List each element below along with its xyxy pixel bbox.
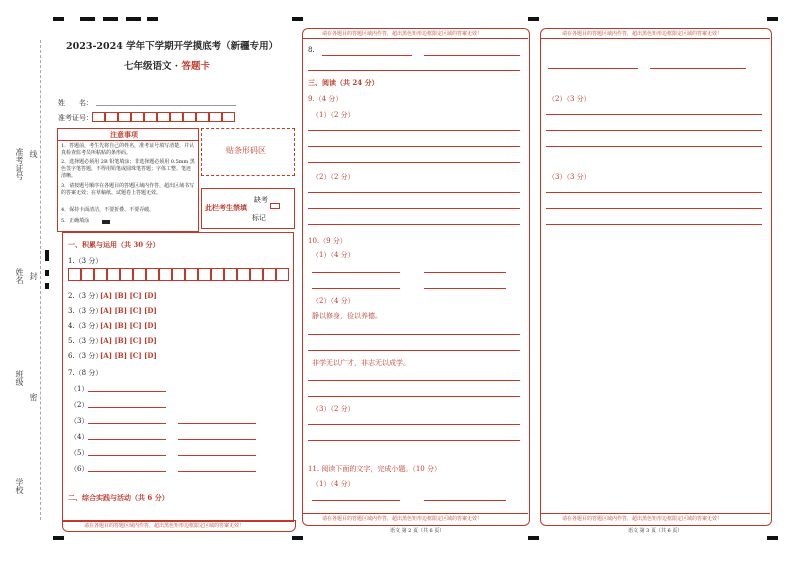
absent-label: 此栏考生禁填 [205,203,247,212]
q1-label: 1.（3 分） [68,257,103,265]
q8-label: 8. [308,46,315,54]
id-cell[interactable] [144,112,157,122]
q7-sub: （2） [70,401,89,409]
register-mark [528,536,539,540]
warning-text: 请在各题目的答题区域内作答，超出黑色矩形边框限定区域的答案无效！ [322,516,483,522]
register-mark [126,17,141,21]
answer-line[interactable] [308,208,520,209]
name-field[interactable] [96,105,236,106]
register-mark [767,17,778,21]
warning-text: 请在各题目的答题区域内作答，超出黑色矩形边框限定区域的答案无效！ [562,516,723,522]
grid-cell[interactable] [81,268,94,281]
register-mark [45,250,49,261]
id-cell[interactable] [118,112,131,122]
side-class: 班级 [15,370,24,386]
side-line: 线 [29,150,38,158]
notes-title-divider [58,140,198,141]
warning-text: 请在各题目的答题区域内作答，超出黑色矩形边框限定区域的答案无效！ [84,523,245,529]
col3-q3-label: （3）（3 分） [548,173,591,181]
choice-question: 4.（3 分） [68,322,103,330]
register-mark [80,17,95,21]
answer-line[interactable] [88,471,166,472]
answer-line[interactable] [178,423,256,424]
grid-cell[interactable] [211,268,224,281]
grid-cell[interactable] [263,268,276,281]
answer-line[interactable] [650,68,746,69]
grid-cell[interactable] [185,268,198,281]
q9-2-label: （2）（2 分） [312,173,355,181]
q11-label: 11. 阅读下面的文字，完成小题。（10 分） [308,465,441,473]
answer-line[interactable] [548,68,638,69]
choice-options[interactable]: [A] [B] [C] [D] [100,321,157,330]
note-item: 5．正确填涂 [61,218,90,224]
grid-cell[interactable] [159,268,172,281]
q7-sub: （4） [70,433,89,441]
warning-text: 请在各题目的答题区域内作答，超出黑色矩形边框限定区域的答案无效！ [322,31,483,37]
warning-divider [303,38,528,39]
answer-line[interactable] [308,380,520,381]
exam-subtitle [124,58,210,72]
choice-options[interactable]: [A] [B] [C] [D] [100,306,157,315]
section2-title: 二、综合实践与活动（共 6 分） [68,493,169,502]
note-item: 2．选择题必须用 2B 铅笔填涂；非选择题必须用 0.5mm 黑色签字笔答题，不得用铅笔或圆珠笔答题；字体工整、笔迹清晰。 [61,159,195,179]
grid-cell[interactable] [146,268,159,281]
q7-sub: （3） [70,417,89,425]
notes-title: 注意事项 [110,130,138,139]
register-mark [103,17,118,21]
q10-2-label: （2）（4 分） [312,297,355,305]
name-label: 姓 名： [58,99,93,107]
id-cell[interactable] [131,112,144,122]
warning-divider [541,38,770,39]
q9-1-label: （1）（2 分） [312,111,355,119]
id-cell[interactable] [209,112,222,122]
warning-divider [303,513,528,514]
answer-line[interactable] [178,471,256,472]
side-name: 姓名 [15,268,24,284]
id-cell[interactable] [105,112,118,122]
answer-line[interactable] [424,272,506,273]
id-cell[interactable] [92,112,105,122]
grid-cell[interactable] [133,268,146,281]
grid-cell[interactable] [198,268,211,281]
missing-mark-box[interactable] [270,203,280,209]
choice-question: 6.（3 分） [68,352,103,360]
register-mark [528,17,539,21]
section1-title: 一、积累与运用（共 30 分） [68,240,160,249]
answer-card-label: 答题卡 [181,61,210,72]
answer-line[interactable] [312,272,400,273]
answer-line[interactable] [312,500,400,501]
subject-label: 七年级语文 · [124,61,182,72]
grid-cell[interactable] [237,268,250,281]
col3-q2-label: （2）（3 分） [548,95,591,103]
page-footer: 语文 第 3 页（共 6 页） [628,528,683,534]
register-mark [45,283,49,289]
answer-line[interactable] [88,391,166,392]
grid-cell[interactable] [68,268,81,281]
q11-1-label: （1）（4 分） [312,480,355,488]
answer-line[interactable] [424,55,520,56]
side-school: 学校 [15,478,24,494]
warning-divider [541,513,770,514]
quote-2: 非学无以广才，非志无以成学。 [312,359,410,367]
choice-question: 2.（3 分） [68,292,103,300]
register-mark [53,17,64,21]
answer-line[interactable] [312,288,400,289]
q10-1-label: （1）（4 分） [312,251,355,259]
answer-line[interactable] [88,423,166,424]
filled-sample-mark [102,220,110,224]
id-label: 准考证号： [58,114,93,122]
answer-line[interactable] [322,55,412,56]
grid-cell[interactable] [94,268,107,281]
answer-line[interactable] [308,396,520,397]
q9-label: 9.（4 分） [308,95,343,103]
grid-cell[interactable] [276,268,289,281]
id-cell[interactable] [183,112,196,122]
page-footer: 语文 第 2 页（共 6 页） [390,528,445,534]
q7-label: 7.（8 分） [68,369,103,377]
id-cell[interactable] [157,112,170,122]
answer-line[interactable] [308,162,520,163]
q10-3-label: （3）（2 分） [312,405,355,413]
answer-line[interactable] [546,224,762,225]
answer-line[interactable] [546,130,762,131]
grid-cell[interactable] [120,268,133,281]
answer-line[interactable] [308,146,520,147]
grid-cell[interactable] [250,268,263,281]
answer-line[interactable] [308,192,520,193]
answer-line[interactable] [546,146,762,147]
id-cell[interactable] [222,112,235,122]
q7-sub: （1） [70,385,89,393]
barcode-label: 贴条形码区 [226,146,266,155]
answer-line[interactable] [308,70,520,71]
answer-line[interactable] [178,455,256,456]
q10-label: 10.（9 分） [308,237,347,245]
answer-line[interactable] [308,224,520,225]
side-seal: 封 [29,272,38,280]
grid-cell[interactable] [224,268,237,281]
side-secret: 密 [29,393,38,401]
side-exam-id: 准考证号 [15,148,24,180]
answer-line[interactable] [546,192,762,193]
missing-label: 缺考 [254,196,268,204]
answer-line[interactable] [424,288,506,289]
register-mark [292,17,303,21]
id-cell[interactable] [196,112,209,122]
q7-sub: （6） [70,465,89,473]
choice-question: 3.（3 分） [68,307,103,315]
register-mark [292,536,303,540]
section3-title: 三、阅读（共 24 分） [308,78,379,87]
answer-line[interactable] [308,130,520,131]
choice-options[interactable]: [A] [B] [C] [D] [100,291,157,300]
answer-line[interactable] [546,208,762,209]
q7-sub: （5） [70,449,89,457]
notes-box [57,128,199,232]
grid-cell[interactable] [107,268,120,281]
id-cell[interactable] [170,112,183,122]
answer-line[interactable] [178,439,256,440]
mark-label: 标记 [252,214,266,222]
register-mark [45,270,49,276]
answer-line[interactable] [308,350,520,351]
exam-title: 2023-2024 学年下学期开学摸底考（新疆专用） [66,41,279,52]
answer-line[interactable] [308,440,520,441]
answer-line[interactable] [424,500,506,501]
answer-line[interactable] [88,439,166,440]
register-mark [53,536,64,540]
answer-line[interactable] [88,455,166,456]
answer-line[interactable] [308,424,520,425]
quote-1: 静以修身，俭以养德。 [312,312,382,320]
choice-options[interactable]: [A] [B] [C] [D] [100,351,157,360]
note-item: 1．答题前，考生先将自己的姓名，准考证号填写清楚，并认真检查监考员所粘贴的条形码。 [61,143,195,156]
grid-cell[interactable] [172,268,185,281]
choice-options[interactable]: [A] [B] [C] [D] [100,336,157,345]
warning-text: 请在各题目的答题区域内作答，超出黑色矩形边框限定区域的答案无效！ [562,31,723,37]
note-item: 4．保持卡面清洁，不要折叠、不要弄破。 [61,207,155,213]
register-mark [147,17,158,21]
register-mark [767,536,778,540]
answer-line[interactable] [88,407,166,408]
choice-question: 5.（3 分） [68,337,103,345]
note-item: 3．请按题号顺序在各题目的答题区域内作答，超出区域书写的答案无效；在草稿纸、试题卷上答题无效。 [61,183,195,196]
binding-dashed-line [40,40,41,520]
answer-line[interactable] [546,114,762,115]
answer-line[interactable] [308,334,520,335]
